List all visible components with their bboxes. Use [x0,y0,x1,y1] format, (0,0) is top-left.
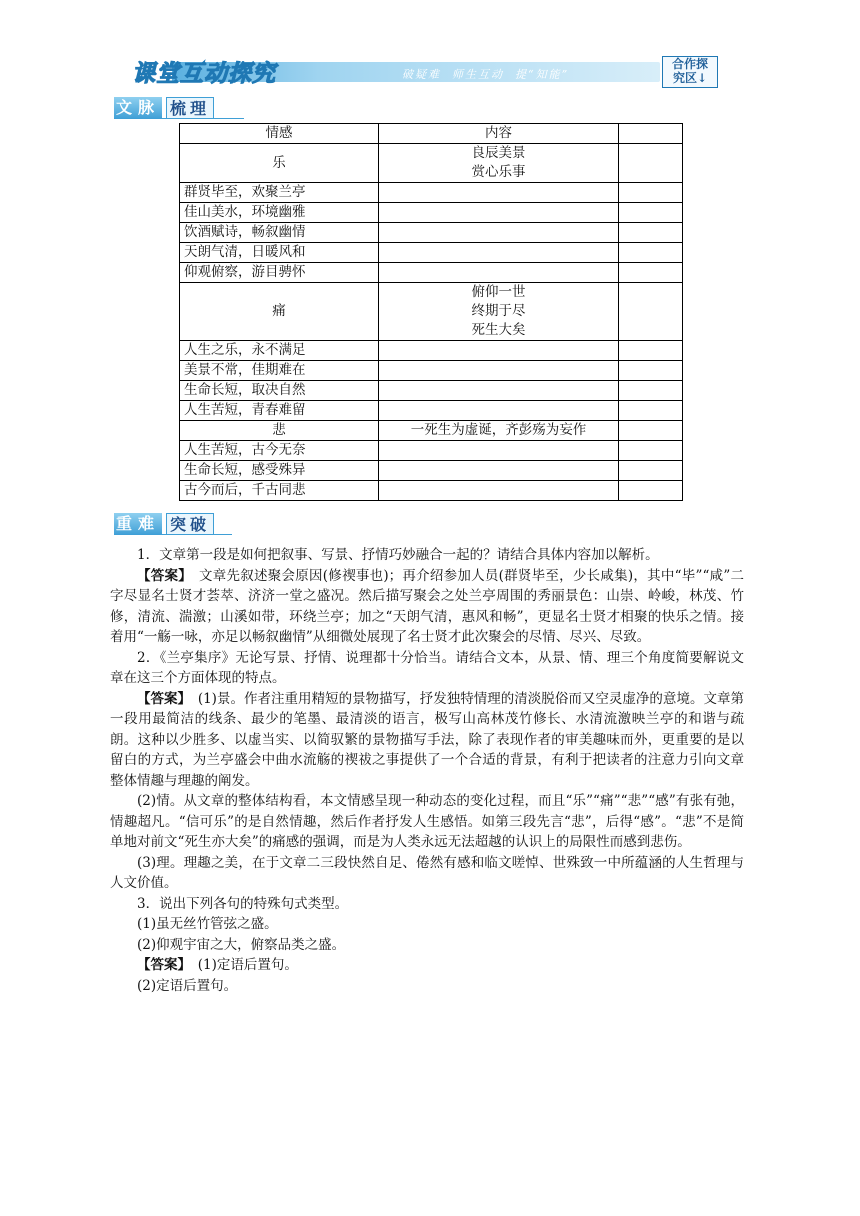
extra-cell [619,203,683,223]
answer-2-scene [110,689,744,792]
content-cell [379,461,619,481]
section-banner [112,54,718,88]
table-header-extra [619,124,683,144]
answer-2-reason: (3)理。理趣之美，在于文章二三段快然自足、倦然有感和临文嗟悼、世殊致一中所蕴涵的人生哲理与人文价值。 [110,854,744,891]
extra-cell [619,341,683,361]
answer-tag: 【答案】 [137,690,185,707]
table-row [180,461,683,481]
content-cell [379,481,619,501]
question-3-item-2: (2)仰观宇宙之大，俯察品类之盛。 [137,936,346,953]
extra-cell [619,401,683,421]
content-line: 终期于尽 [471,303,526,319]
extra-cell [619,283,683,341]
extra-cell [619,263,683,283]
emotion-cell: 痛 [180,283,379,341]
section-label-prefix: 重难 [116,514,161,533]
content-line: 死生大矣 [471,322,526,338]
answer-3 [110,955,744,976]
emotion-cell: 群贤毕至，欢聚兰亭 [180,183,379,203]
emotion-cell: 古今而后，千古同悲 [180,481,379,501]
table-header-content: 内容 [379,124,619,144]
extra-cell [619,441,683,461]
emotion-cell: 美景不常，佳期难在 [180,361,379,381]
emotion-cell: 天朗气清，日暖风和 [180,243,379,263]
extra-cell [619,461,683,481]
content-cell [379,421,619,441]
extra-cell [619,361,683,381]
banner-slogan: 破疑难 师生互动 提“知能” [402,68,570,81]
extra-cell [619,183,683,203]
answer-3-item-2: (2)定语后置句。 [137,977,238,994]
qa-content [110,545,744,996]
table-header-row [180,124,683,144]
table-row [180,223,683,243]
emotion-cell: 生命长短，感受殊异 [180,461,379,481]
table-row [180,243,683,263]
question-1: 1．文章第一段是如何把叙事、写景、抒情巧妙融合一起的？请结合具体内容加以解析。 [137,547,659,563]
emotion-content-table [179,123,683,501]
emotion-cell: 佳山美水，环境幽雅 [180,203,379,223]
banner-box-line1: 合作探 [671,57,708,71]
content-line: 一死生为虚诞，齐彭殇为妄作 [410,422,587,438]
extra-cell [619,381,683,401]
content-line: 俯仰一世 [471,284,526,300]
extra-cell [619,243,683,263]
section-label-main: 梳理 [166,97,214,119]
emotion-cell: 饮酒赋诗，畅叙幽情 [180,223,379,243]
table-row [180,481,683,501]
table-row [180,441,683,461]
emotion-cell: 人生苦短，古今无奈 [180,441,379,461]
table-row [180,401,683,421]
section-label-main: 突破 [166,513,214,535]
answer-tag: 【答案】 [137,567,186,584]
emotion-cell: 人生苦短，青春难留 [180,401,379,421]
content-cell [379,263,619,283]
emotion-cell: 生命长短，取决自然 [180,381,379,401]
content-cell [379,144,619,183]
content-cell [379,441,619,461]
banner-nav-box [662,56,718,88]
extra-cell [619,481,683,501]
content-cell [379,203,619,223]
extra-cell [619,223,683,243]
content-cell [379,283,619,341]
table-row [180,341,683,361]
emotion-cell: 仰观俯察，游目骋怀 [180,263,379,283]
table-row [180,283,683,341]
table-row [180,203,683,223]
answer-1-text: 文章先叙述聚会原因(修禊事也)；再介绍参加人员(群贤毕至，少长咸集)，其中“毕”“咸”二字尽显名士贤才荟萃、济济一堂之盛况。然后描写聚会之处兰亭周围的秀丽景色：山崇、岭峻，林茂、竹修，清流、湍激；山溪如带，环绕兰亭；加之“天朗气清，惠风和畅”，更显名士贤才相聚的快乐之情。接着用“一觞一咏，亦足以畅叙幽情”从细微处展现了名士贤才此次聚会的尽情、尽兴、尽致。 [110,567,745,645]
content-cell [379,183,619,203]
question-3: 3．说出下列各句的特殊句式类型。 [137,895,349,912]
table-header-emotion: 情感 [180,124,379,144]
question-2: 2．《兰亭集序》无论写景、抒情、说理都十分恰当。请结合文本，从景、情、理三个角度简要解说文章在这三个方面体现的特点。 [110,649,744,686]
section-label-structure [114,97,244,119]
extra-cell [619,421,683,441]
content-line: 赏心乐事 [471,164,526,180]
table-row [180,361,683,381]
content-cell [379,341,619,361]
banner-box-line2: 究区↓ [672,71,708,85]
answer-2-emotion: (2)情。从文章的整体结构看，本文情感呈现一种动态的变化过程，而且“乐”“痛”“悲”“感”有张有弛，情趣超凡。“信可乐”的是自然情趣，然后作者抒发人生感悟。如第三段先言“悲”，后得“感”。“悲”不是简单地对前文“死生亦大矣”的痛感的强调，而是为人类永远无法超越的认识上的局限性而感到悲伤。 [110,793,744,850]
answer-1 [110,566,744,648]
extra-cell [619,144,683,183]
content-cell [379,243,619,263]
banner-title: 课堂互动探究 [132,60,276,87]
table-row [180,381,683,401]
answer-3-item-1: (1)定语后置句。 [197,957,298,973]
section-label-underline [114,534,232,535]
question-3-item-1: (1)虽无丝竹管弦之盛。 [137,916,278,932]
table-row [180,183,683,203]
answer-2-scene-text: (1)景。作者注重用精短的景物描写，抒发独特情理的清淡脱俗而又空灵虚净的意境。文章第一段用最简洁的线条、最少的笔墨、最清淡的语言，极写山高林茂竹修长、水清流激映兰亭的和谐与疏朗。这种以少胜多、以虚当实、以简驭繁的景物描写手法，除了表现作者的审美趣味而外，更重要的是以留白的方式，为兰亭盛会中曲水流觞的禊祓之事提供了一个合适的背景，有利于把读者的注意力引向文章整体情趣与理趣的阐发。 [110,690,745,789]
content-cell [379,223,619,243]
section-label-difficulties [114,513,232,535]
content-cell [379,401,619,421]
table-row [180,421,683,441]
section-label-prefix: 文脉 [116,98,161,117]
table-row [180,144,683,183]
content-cell [379,361,619,381]
emotion-cell: 人生之乐，永不满足 [180,341,379,361]
content-line: 良辰美景 [471,145,526,161]
content-cell [379,381,619,401]
answer-tag: 【答案】 [137,957,185,973]
emotion-cell: 悲 [180,421,379,441]
table-row [180,263,683,283]
section-label-underline [114,118,244,119]
emotion-cell: 乐 [180,144,379,183]
